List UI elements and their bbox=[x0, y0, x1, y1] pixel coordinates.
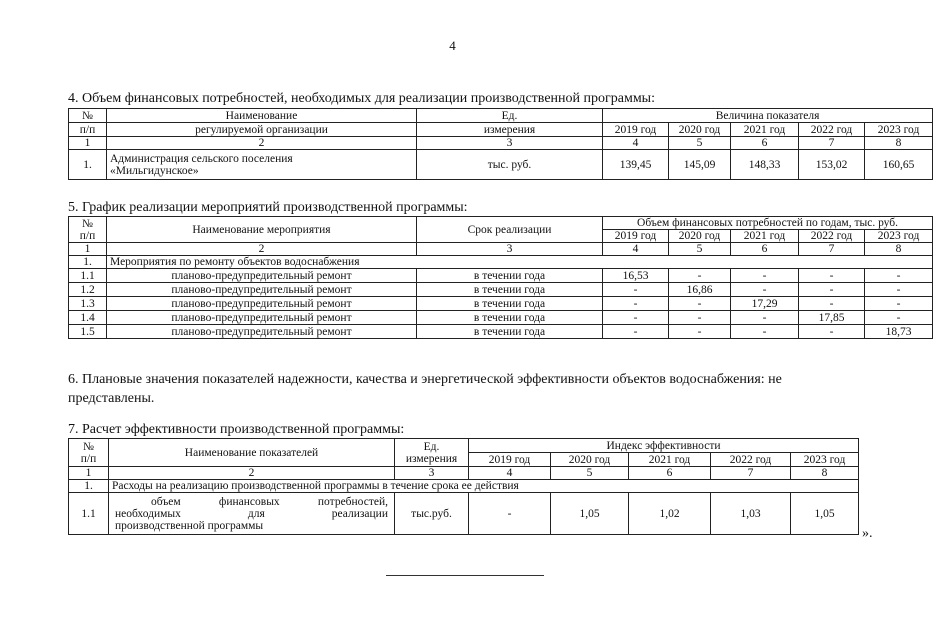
row-value: - bbox=[731, 311, 799, 325]
header-unit-a: Ед. bbox=[423, 440, 440, 453]
header-year: 2023 год bbox=[865, 123, 933, 137]
header-volume: Объем финансовых потребностей по годам, тыс. руб. bbox=[603, 217, 933, 230]
header-org: Наименование bbox=[107, 109, 417, 123]
section-5-table bbox=[68, 216, 933, 339]
table-row bbox=[69, 325, 933, 339]
header-org-b: регулируемой организации bbox=[107, 123, 417, 137]
header-num: № bbox=[69, 109, 107, 123]
row-value: 16,53 bbox=[603, 269, 669, 283]
header-num-a: № bbox=[82, 217, 93, 230]
header-year: 2023 год bbox=[791, 453, 859, 467]
index-cell: 5 bbox=[551, 467, 629, 480]
row-value: 1,03 bbox=[711, 493, 791, 535]
row-org-line-2: «Мильгидунское» bbox=[110, 164, 199, 177]
row-value: 17,29 bbox=[731, 297, 799, 311]
header-unit-b: измерения bbox=[405, 452, 458, 465]
table-row bbox=[69, 283, 933, 297]
row-unit: тыс. руб. bbox=[417, 150, 603, 180]
row-value: 160,65 bbox=[865, 150, 933, 180]
header-value: Величина показателя bbox=[603, 109, 933, 123]
row-value: - bbox=[603, 283, 669, 297]
header-year: 2020 год bbox=[551, 453, 629, 467]
row-num: 1.3 bbox=[69, 297, 107, 311]
row-name: планово-предупредительный ремонт bbox=[107, 283, 417, 297]
group-num: 1. bbox=[69, 256, 107, 269]
header-year: 2022 год bbox=[711, 453, 791, 467]
row-num: 1.1 bbox=[69, 269, 107, 283]
header-period: Срок реализации bbox=[417, 217, 603, 243]
header-year: 2019 год bbox=[469, 453, 551, 467]
row-value: - bbox=[669, 311, 731, 325]
section-6-text: 6. Плановые значения показателей надежности, качества и энергетической эффективности объектов водоснабжения: не представлены. bbox=[68, 372, 782, 406]
row-period: в течении года bbox=[417, 325, 603, 339]
row-num: 1.4 bbox=[69, 311, 107, 325]
footer-rule bbox=[386, 575, 544, 576]
row-value: - bbox=[799, 297, 865, 311]
row-period: в течении года bbox=[417, 311, 603, 325]
header-name: Наименование показателей bbox=[109, 439, 395, 467]
header-year: 2023 год bbox=[865, 230, 933, 243]
row-value: 153,02 bbox=[799, 150, 865, 180]
row-name-line-2: необходимых для реализации bbox=[115, 507, 388, 520]
row-value: - bbox=[731, 325, 799, 339]
index-cell: 1 bbox=[69, 467, 109, 480]
header-year: 2020 год bbox=[669, 123, 731, 137]
index-cell: 6 bbox=[629, 467, 711, 480]
index-cell: 2 bbox=[109, 467, 395, 480]
header-year: 2020 год bbox=[669, 230, 731, 243]
row-unit: тыс.руб. bbox=[395, 493, 469, 535]
index-cell: 8 bbox=[865, 243, 933, 256]
row-org-line-1: Администрация сельского поселения bbox=[110, 152, 293, 165]
header-num bbox=[69, 217, 107, 243]
row-value: 148,33 bbox=[731, 150, 799, 180]
row-value: - bbox=[469, 493, 551, 535]
row-value: 1,05 bbox=[791, 493, 859, 535]
index-cell: 5 bbox=[669, 137, 731, 150]
row-value: 1,05 bbox=[551, 493, 629, 535]
page-number: 4 bbox=[449, 38, 456, 53]
index-cell: 6 bbox=[731, 137, 799, 150]
row-value: - bbox=[799, 269, 865, 283]
group-label: Мероприятия по ремонту объектов водоснабжения bbox=[107, 256, 933, 269]
index-cell: 4 bbox=[603, 243, 669, 256]
header-unit bbox=[395, 439, 469, 467]
index-cell: 2 bbox=[107, 243, 417, 256]
row-period: в течении года bbox=[417, 297, 603, 311]
row-name: планово-предупредительный ремонт bbox=[107, 325, 417, 339]
header-year: 2019 год bbox=[603, 123, 669, 137]
row-period: в течении года bbox=[417, 269, 603, 283]
index-cell: 5 bbox=[669, 243, 731, 256]
index-cell: 1 bbox=[69, 243, 107, 256]
row-num: 1.1 bbox=[69, 493, 109, 535]
row-value: - bbox=[865, 283, 933, 297]
header-index: Индекс эффективности bbox=[469, 439, 859, 453]
header-unit-b: измерения bbox=[417, 123, 603, 137]
row-value: - bbox=[603, 297, 669, 311]
header-unit: Ед. bbox=[417, 109, 603, 123]
header-year: 2021 год bbox=[629, 453, 711, 467]
header-num bbox=[69, 439, 109, 467]
row-org bbox=[107, 150, 417, 180]
row-name: планово-предупредительный ремонт bbox=[107, 297, 417, 311]
header-year: 2022 год bbox=[799, 123, 865, 137]
row-value: - bbox=[669, 269, 731, 283]
row-period: в течении года bbox=[417, 283, 603, 297]
index-cell: 7 bbox=[711, 467, 791, 480]
group-num: 1. bbox=[69, 480, 109, 493]
row-value: - bbox=[669, 297, 731, 311]
index-cell: 1 bbox=[69, 137, 107, 150]
header-num-b: п/п bbox=[79, 229, 96, 242]
index-cell: 4 bbox=[603, 137, 669, 150]
index-cell: 8 bbox=[791, 467, 859, 480]
section-4-table bbox=[68, 108, 933, 180]
index-cell: 6 bbox=[731, 243, 799, 256]
row-value: - bbox=[603, 311, 669, 325]
group-label: Расходы на реализацию производственной программы в течение срока ее действия bbox=[109, 480, 859, 493]
table-row bbox=[69, 311, 933, 325]
row-value: - bbox=[603, 325, 669, 339]
table-row bbox=[69, 269, 933, 283]
index-cell: 7 bbox=[799, 137, 865, 150]
index-cell: 3 bbox=[395, 467, 469, 480]
row-value: - bbox=[669, 325, 731, 339]
section-7-table bbox=[68, 438, 859, 535]
row-value: - bbox=[865, 311, 933, 325]
header-year: 2021 год bbox=[731, 230, 799, 243]
table-row bbox=[69, 493, 859, 535]
section-5-title: 5. График реализации мероприятий производственной программы: bbox=[68, 200, 468, 215]
header-name: Наименование мероприятия bbox=[107, 217, 417, 243]
row-num: 1. bbox=[69, 150, 107, 180]
header-num-a: № bbox=[83, 440, 94, 453]
row-value: 18,73 bbox=[865, 325, 933, 339]
header-year: 2019 год bbox=[603, 230, 669, 243]
table-row bbox=[69, 297, 933, 311]
row-name: планово-предупредительный ремонт bbox=[107, 269, 417, 283]
row-value: 1,02 bbox=[629, 493, 711, 535]
row-value: - bbox=[731, 283, 799, 297]
section-4-title: 4. Объем финансовых потребностей, необходимых для реализации производственной программы: bbox=[68, 91, 655, 106]
row-value: 16,86 bbox=[669, 283, 731, 297]
row-name bbox=[109, 493, 395, 535]
row-value: - bbox=[731, 269, 799, 283]
index-cell: 8 bbox=[865, 137, 933, 150]
row-value: 145,09 bbox=[669, 150, 731, 180]
section-7-title: 7. Расчет эффективности производственной программы: bbox=[68, 422, 405, 437]
row-value: 17,85 bbox=[799, 311, 865, 325]
index-cell: 2 bbox=[107, 137, 417, 150]
row-value: - bbox=[865, 269, 933, 283]
table-row bbox=[69, 150, 933, 180]
row-num: 1.5 bbox=[69, 325, 107, 339]
row-value: - bbox=[865, 297, 933, 311]
row-num: 1.2 bbox=[69, 283, 107, 297]
index-cell: 4 bbox=[469, 467, 551, 480]
row-value: 139,45 bbox=[603, 150, 669, 180]
header-num-b: п/п bbox=[80, 452, 97, 465]
row-value: - bbox=[799, 325, 865, 339]
row-name-line-1: объем финансовых потребностей, bbox=[151, 495, 388, 508]
index-cell: 3 bbox=[417, 243, 603, 256]
row-name: планово-предупредительный ремонт bbox=[107, 311, 417, 325]
index-cell: 3 bbox=[417, 137, 603, 150]
header-year: 2022 год bbox=[799, 230, 865, 243]
index-cell: 7 bbox=[799, 243, 865, 256]
row-value: - bbox=[799, 283, 865, 297]
row-name-line-3: производственной программы bbox=[115, 519, 264, 532]
closing-quote: ». bbox=[862, 526, 873, 541]
header-year: 2021 год bbox=[731, 123, 799, 137]
header-num-b: п/п bbox=[69, 123, 107, 137]
